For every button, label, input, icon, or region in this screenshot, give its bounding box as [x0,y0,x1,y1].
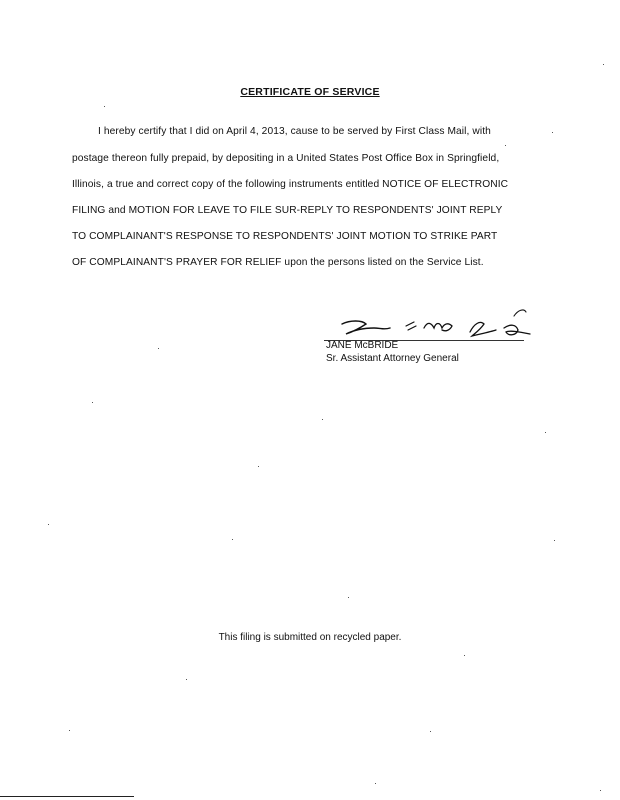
scan-speck [430,731,431,732]
signer-name: JANE McBRIDE [326,340,399,351]
certification-line-3: Illinois, a true and correct copy of the following instruments entitled NOTICE OF ELECTRONIC [72,179,509,190]
scan-speck [69,730,70,731]
scan-speck [554,540,555,541]
scan-speck [186,679,187,680]
scan-speck [232,539,233,540]
scan-speck [158,348,159,349]
certification-line-6: OF COMPLAINANT'S PRAYER FOR RELIEF upon the persons listed on the Service List. [72,257,484,268]
footnote-rule [0,796,134,797]
scan-speck [505,145,506,146]
scan-speck [92,402,93,403]
scan-speck [104,106,105,107]
scan-speck [258,466,259,467]
certification-line-5: TO COMPLAINANT'S RESPONSE TO RESPONDENTS' JOINT MOTION TO STRIKE PART [72,231,498,242]
scan-speck [552,132,553,133]
scan-speck [375,783,376,784]
scan-speck [48,524,49,525]
scan-speck [322,419,323,420]
scan-speck [603,64,604,65]
signer-title: Sr. Assistant Attorney General [326,353,459,364]
scan-speck [348,597,349,598]
recycled-paper-note: This filing is submitted on recycled paper. [218,632,402,643]
certification-line-2: postage thereon fully prepaid, by depositing in a United States Post Office Box in Springfield, [72,153,500,164]
scan-speck [545,432,546,433]
certification-line-4: FILING and MOTION FOR LEAVE TO FILE SUR-REPLY TO RESPONDENTS' JOINT REPLY [72,205,503,216]
scan-speck [464,655,465,656]
certification-line-1: I hereby certify that I did on April 4, 2013, cause to be served by First Class Mail, with [98,126,491,137]
document-title: CERTIFICATE OF SERVICE [240,86,380,98]
scan-speck [600,790,601,791]
